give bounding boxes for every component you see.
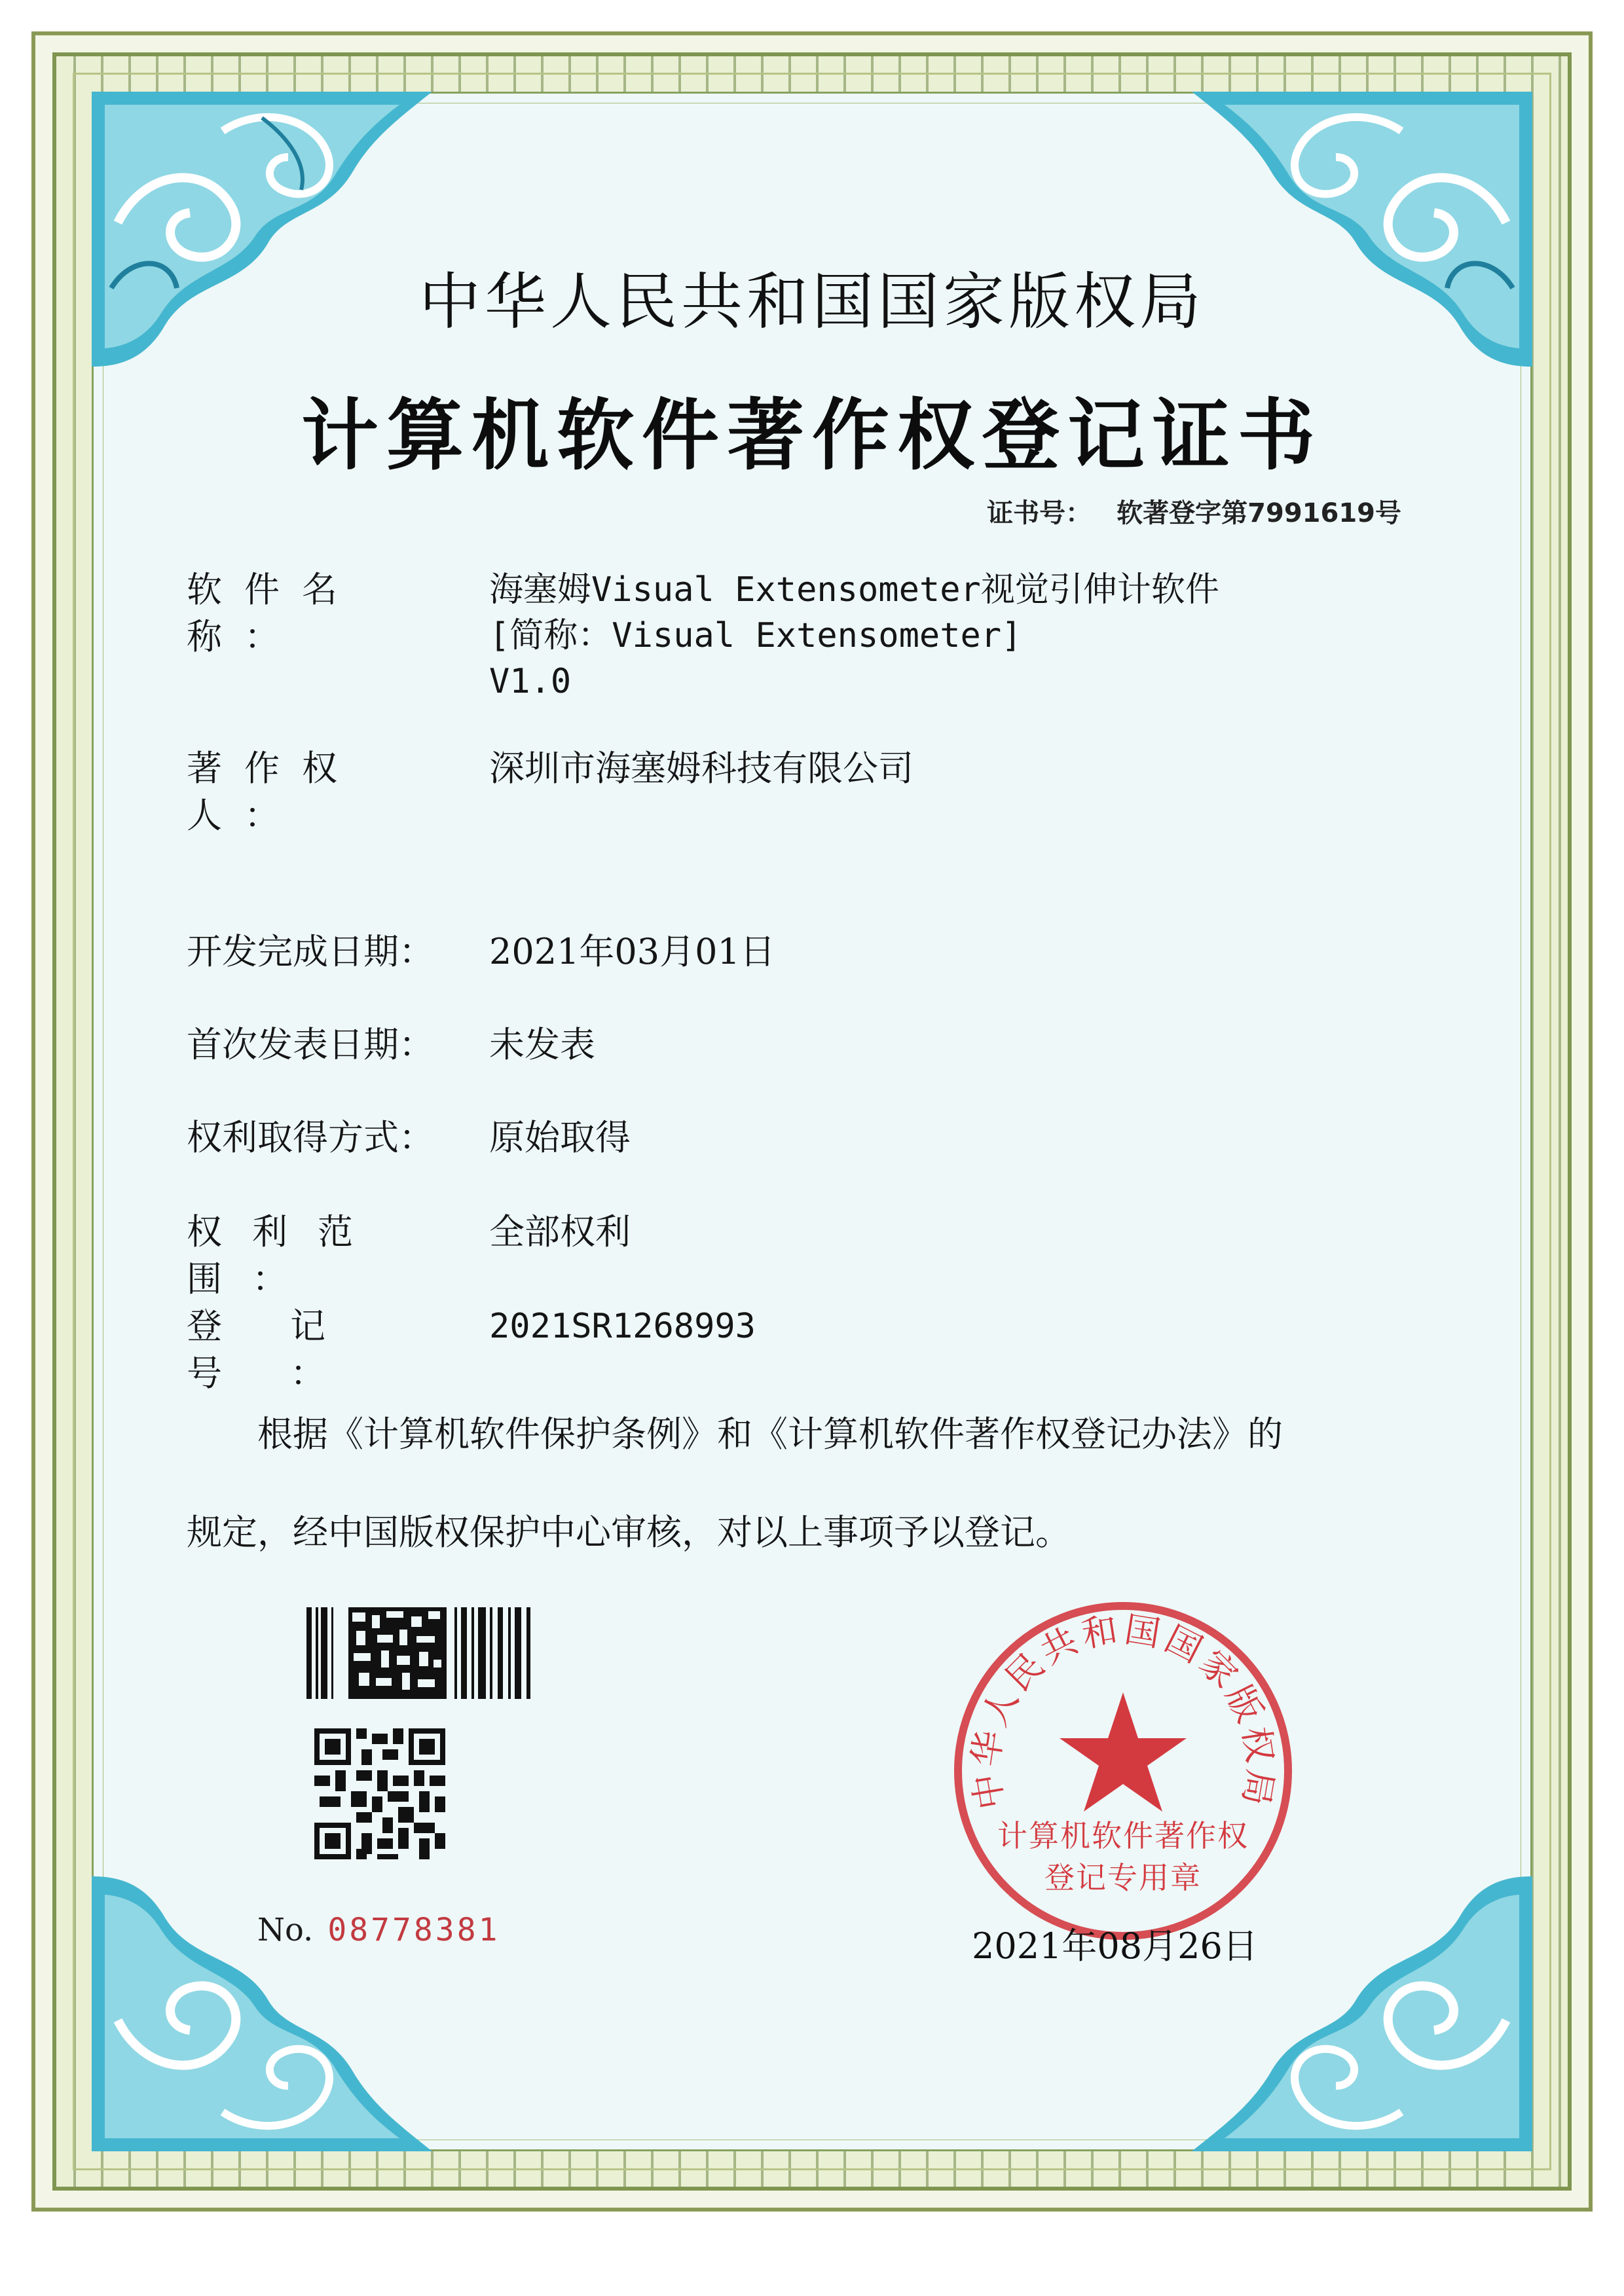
completion-date-value: 2021年03月01日 bbox=[489, 931, 775, 972]
copyright-holder-value: 深圳市海塞姆科技有限公司 bbox=[489, 748, 913, 789]
software-short-name-value: [简称：Visual Extensometer] bbox=[489, 616, 1022, 655]
acquisition-method-value: 原始取得 bbox=[489, 1117, 631, 1158]
statement-line-1: 根据《计算机软件保护条例》和《计算机软件著作权登记办法》的 bbox=[257, 1413, 1283, 1455]
field-label: 权利取得方式： bbox=[187, 1117, 434, 1158]
first-publication-value: 未发表 bbox=[489, 1024, 595, 1065]
certificate-title: 计算机软件著作权登记证书 bbox=[301, 390, 1323, 481]
serial-prefix: No. bbox=[257, 1912, 314, 1948]
software-name-value: 海塞姆Visual Extensometer视觉引伸计软件 bbox=[489, 570, 1219, 610]
registration-no-value: 2021SR1268993 bbox=[489, 1307, 756, 1346]
issuing-authority: 中华人民共和国国家版权局 bbox=[418, 266, 1205, 338]
field-label: 开发完成日期： bbox=[187, 931, 434, 972]
field-label: 首次发表日期： bbox=[187, 1024, 434, 1065]
certificate-number bbox=[987, 492, 1401, 530]
software-version-value: V1.0 bbox=[489, 662, 572, 701]
field-label: 登记号： bbox=[187, 1305, 394, 1394]
serial-number-value: 08778381 bbox=[327, 1912, 500, 1948]
qr-code bbox=[314, 1728, 445, 1859]
seal-star bbox=[1060, 1692, 1187, 1812]
barcode bbox=[306, 1607, 536, 1699]
seal-text-line-1: 计算机软件著作权 bbox=[997, 1818, 1249, 1853]
scope-of-rights-value: 全部权利 bbox=[489, 1211, 631, 1252]
serial-number bbox=[257, 1912, 500, 1948]
certificate-number-value: 软著登字第7991619号 bbox=[1116, 498, 1401, 528]
field-label: 权利范围： bbox=[187, 1211, 383, 1300]
statement-line-2: 规定，经中国版权保护中心审核，对以上事项予以登记。 bbox=[187, 1512, 1071, 1553]
issue-date: 2021年08月26日 bbox=[972, 1925, 1258, 1967]
field-label: 著作权人： bbox=[187, 748, 360, 836]
svg-text:中华人民共和国国家版权局: 中华人民共和国国家版权局 bbox=[965, 1608, 1282, 1813]
seal-text-line-2: 登记专用章 bbox=[1044, 1860, 1202, 1895]
certificate-number-label: 证书号： bbox=[987, 498, 1092, 528]
field-label: 软件名称： bbox=[187, 569, 360, 657]
